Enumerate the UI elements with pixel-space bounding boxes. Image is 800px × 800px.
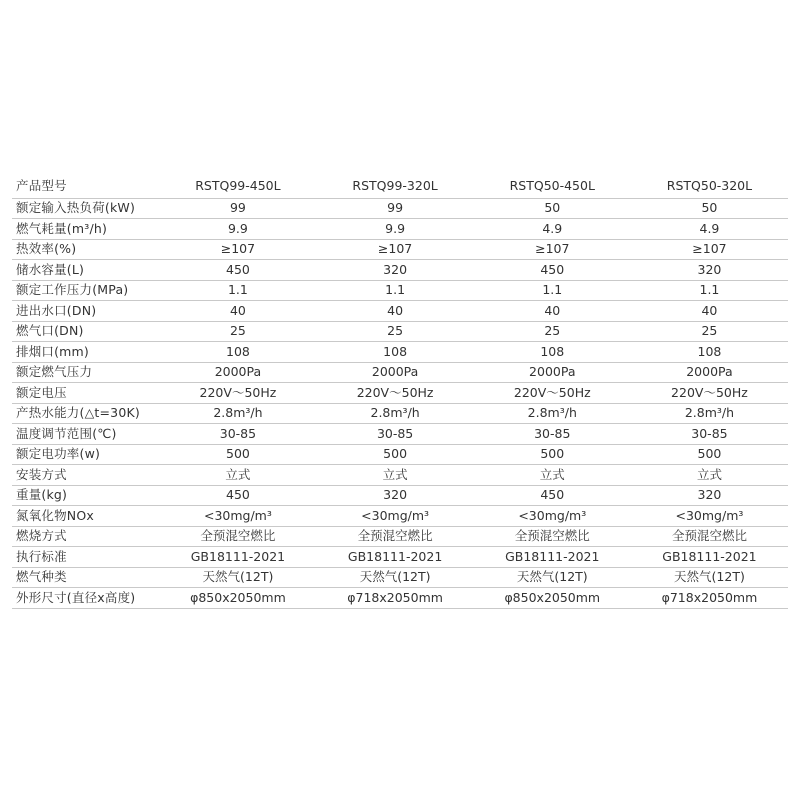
- row-value-model-1: 30-85: [219, 425, 257, 441]
- row-label: 燃气耗量(m³/h): [16, 220, 108, 236]
- row-value-model-3: φ850x2050mm: [504, 589, 601, 605]
- table-row: [12, 383, 788, 404]
- row-value-model-2: 全预混空燃比: [357, 528, 433, 543]
- row-value-model-2: 320: [383, 487, 408, 502]
- table-row: [12, 404, 788, 425]
- row-value-model-4: 320: [697, 487, 722, 502]
- row-value-model-4: 220V～50Hz: [671, 384, 748, 400]
- table-row: [12, 260, 788, 281]
- table-row: [12, 568, 788, 589]
- row-value-model-4: 立式: [696, 466, 722, 482]
- row-value-model-3: <30mg/m³: [518, 507, 587, 523]
- row-value-model-3: 30-85: [534, 425, 571, 441]
- row-label: 安装方式: [16, 466, 67, 482]
- row-value-model-3: 2.8m³/h: [527, 405, 577, 420]
- row-value-model-2: 2000Pa: [371, 364, 419, 379]
- table-row: [12, 199, 788, 220]
- row-value-model-2: 2.8m³/h: [370, 405, 420, 420]
- row-value-model-1: ≥107: [220, 241, 256, 256]
- row-label: 额定电压: [16, 384, 67, 400]
- row-label: 温度调节范围(℃): [16, 425, 117, 441]
- row-label: 燃烧方式: [16, 528, 67, 543]
- row-label: 进出水口(DN): [16, 302, 97, 318]
- row-value-model-1: <30mg/m³: [203, 507, 272, 523]
- row-value-model-4: 全预混空燃比: [671, 528, 747, 543]
- row-value-model-1: 220V～50Hz: [199, 384, 277, 400]
- row-value-model-3: 天然气(12T): [516, 569, 588, 584]
- row-label: 排烟口(mm): [16, 343, 90, 359]
- row-label: 燃气口(DN): [16, 323, 84, 338]
- row-label: 燃气种类: [16, 569, 67, 584]
- row-value-model-1: 500: [226, 446, 250, 461]
- row-value-model-3: GB18111-2021: [505, 548, 600, 564]
- row-label: 额定工作压力(MPa): [16, 282, 129, 297]
- row-value-model-2: φ718x2050mm: [347, 589, 443, 605]
- table-row: [12, 506, 788, 527]
- row-value-model-2: 25: [387, 323, 404, 338]
- header-model-2: RSTQ99-320L: [352, 178, 438, 193]
- row-label: 重量(kg): [16, 487, 68, 502]
- row-value-model-1: 40: [229, 302, 246, 318]
- row-value-model-2: 40: [387, 302, 404, 318]
- table-row: [12, 465, 788, 486]
- spec-table: [12, 175, 788, 609]
- row-value-model-4: 天然气(12T): [674, 569, 745, 584]
- table-row: [12, 445, 788, 466]
- row-value-model-4: 2.8m³/h: [684, 405, 735, 420]
- row-value-model-4: 2000Pa: [686, 364, 733, 379]
- header-label: 产品型号: [16, 178, 67, 193]
- row-value-model-2: 1.1: [385, 282, 406, 297]
- row-label: 储水容量(L): [16, 261, 85, 277]
- row-value-model-4: <30mg/m³: [675, 507, 744, 523]
- row-label: 产热水能力(△t=30K): [16, 405, 140, 420]
- row-value-model-1: 450: [226, 487, 250, 502]
- row-value-model-1: 2000Pa: [214, 364, 262, 379]
- row-label: 外形尺寸(直径x高度): [16, 589, 136, 605]
- row-value-model-4: 500: [697, 446, 722, 461]
- row-value-model-1: 450: [226, 261, 250, 277]
- row-label: 额定输入热负荷(kW): [16, 200, 136, 215]
- row-value-model-3: 40: [544, 302, 561, 318]
- row-value-model-2: 500: [383, 446, 408, 461]
- table-row: [12, 281, 788, 302]
- row-value-model-4: 25: [701, 323, 718, 338]
- row-value-model-3: 4.9: [542, 220, 563, 236]
- row-value-model-2: GB18111-2021: [347, 548, 443, 564]
- table-body: [12, 199, 788, 609]
- row-value-model-1: 99: [229, 200, 246, 215]
- row-value-model-2: 220V～50Hz: [356, 384, 434, 400]
- table-row: [12, 240, 788, 261]
- row-value-model-2: 320: [383, 261, 408, 277]
- row-value-model-2: <30mg/m³: [361, 507, 430, 523]
- row-label: 额定燃气压力: [16, 364, 93, 379]
- row-value-model-3: 2000Pa: [529, 364, 576, 379]
- row-value-model-1: 天然气(12T): [202, 569, 274, 584]
- row-label: 氮氧化物NOx: [16, 507, 94, 523]
- row-value-model-4: 108: [697, 343, 722, 359]
- row-value-model-4: 50: [701, 200, 718, 215]
- row-value-model-2: 108: [383, 343, 408, 359]
- row-value-model-4: 4.9: [699, 220, 720, 236]
- row-value-model-4: 40: [701, 302, 718, 318]
- row-value-model-4: ≥107: [692, 241, 727, 256]
- header-model-4: RSTQ50-320L: [666, 178, 753, 193]
- row-value-model-2: 天然气(12T): [359, 569, 431, 584]
- row-value-model-2: 30-85: [376, 425, 414, 441]
- row-value-model-4: 1.1: [699, 282, 720, 297]
- row-value-model-3: 450: [540, 261, 565, 277]
- row-value-model-1: φ850x2050mm: [190, 589, 286, 605]
- row-value-model-1: 全预混空燃比: [200, 528, 276, 543]
- row-value-model-1: 108: [226, 343, 250, 359]
- row-value-model-1: 1.1: [227, 282, 248, 297]
- row-value-model-3: 50: [544, 200, 561, 215]
- row-label: 热效率(%): [16, 241, 77, 256]
- row-label: 执行标准: [16, 548, 67, 564]
- row-value-model-3: 500: [540, 446, 565, 461]
- row-value-model-4: 320: [697, 261, 722, 277]
- row-value-model-4: φ718x2050mm: [661, 589, 758, 605]
- row-value-model-3: 220V～50Hz: [513, 384, 591, 400]
- row-value-model-3: 立式: [539, 466, 565, 482]
- row-value-model-3: ≥107: [535, 241, 570, 256]
- row-value-model-1: 9.9: [227, 220, 248, 236]
- row-value-model-4: 30-85: [691, 425, 728, 441]
- table-row: [12, 547, 788, 568]
- row-value-model-3: 108: [540, 343, 565, 359]
- table-row: [12, 424, 788, 445]
- row-value-model-2: ≥107: [377, 241, 413, 256]
- row-value-model-3: 450: [540, 487, 565, 502]
- table-row: [12, 588, 788, 609]
- row-value-model-1: 2.8m³/h: [213, 405, 263, 420]
- table-row: [12, 342, 788, 363]
- table-row: [12, 363, 788, 384]
- table-row: [12, 219, 788, 240]
- header-model-1: RSTQ99-450L: [195, 178, 281, 193]
- row-label: 额定电功率(w): [16, 446, 101, 461]
- table-row: [12, 301, 788, 322]
- row-value-model-2: 9.9: [385, 220, 406, 236]
- row-value-model-4: GB18111-2021: [662, 548, 757, 564]
- row-value-model-1: 立式: [225, 466, 251, 482]
- table-row: [12, 322, 788, 343]
- header-model-3: RSTQ50-450L: [509, 178, 595, 193]
- row-value-model-2: 立式: [382, 466, 408, 482]
- row-value-model-1: 25: [229, 323, 246, 338]
- table-header-row: [12, 175, 788, 199]
- row-value-model-3: 全预混空燃比: [514, 528, 590, 543]
- table-row: [12, 527, 788, 548]
- row-value-model-2: 99: [387, 200, 404, 215]
- row-value-model-3: 1.1: [542, 282, 563, 297]
- table-row: [12, 486, 788, 507]
- row-value-model-1: GB18111-2021: [190, 548, 286, 564]
- row-value-model-3: 25: [544, 323, 561, 338]
